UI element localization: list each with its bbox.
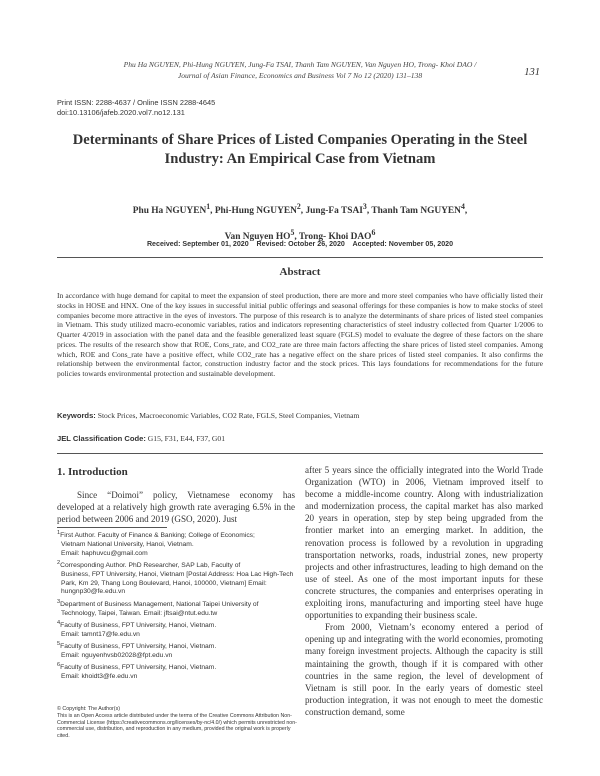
divider-bottom [57, 453, 543, 454]
footnote-rule [57, 527, 167, 528]
abstract-text: In accordance with huge demand for capital to meet the expansion of steel production, there are more and more steel companies who have officially listed their stocks in HOSE and HNX. One of the key issues in successful initial public offerings and seasonal offerings for these companies is how to make stocks of steel companies become more attractive in the eyes of investors. The purpose of this research is to analyze the determinants of share prices of listed steel companies in Vietnam. This study utilized macro-economic variables, ratios and indicators representing characteristics of steel industry collected from Quarter 1/2006 to Quarter 4/2019 in association with the panel data and the feasible generalized least square (FGLS) model to evaluate the degree of these factors on the share prices. The results of the research show that ROE, Cons_rate, and CO2_rate are three main factors affecting the share prices of listed steel companies. Among which, ROE and Cons_rate have a positive effect, while CO2_rate has a negative effect on the share prices of listed steel companies. It also confirms the relationship between the environmental factor, construction industry factor and the stock prices. This lays foundations for recommendations for the future policies towards environmental protection and sustainable development. [57, 291, 543, 378]
copyright-line: © Copyright: The Author(s) [57, 706, 120, 712]
footnotes [57, 529, 295, 682]
running-header-journal: Journal of Asian Finance, Economics and Business Vol 7 No 12 (2020) 131–138 [177, 70, 423, 80]
running-header-authors: Phu Ha NGUYEN, Phi-Hung NGUYEN, Jung-Fa TSAI, Thanh Tam NGUYEN, Van Nguyen HO, Trong- Khoi DAO / [123, 60, 477, 69]
footnote-4: $^4$Faculty of Business, FPT University, Hanoi, Vietnam. Email: tamnt17@fe.edu.vn [57, 619, 217, 638]
title-line-2: Industry: An Empirical Case from Vietnam [164, 150, 436, 167]
right-column [305, 464, 543, 718]
issn-block [57, 98, 215, 118]
section-heading: 1. Introduction [57, 466, 128, 478]
keywords [57, 411, 543, 420]
intro-paragraph: Since “Doimoi” policy, Vietnamese economy has developed at a relatively high growth rate averaging 6.5% in the period between 2006 and 2019 (GSO, 2020). Just [57, 490, 295, 525]
right-paragraph-1: after 5 years since the officially integrated into the World Trade Organization (WTO) in 2006, Vietnam improved itself to become a middle-income country. Along with industrialization and modernization process, the capital market has also marked 20 years in operation, step by step being upgraded from the frontier market into an emerging market. In addition, the renovation process is followed by a revolution in upgrading transportation networks, roads, industrial zones, new property projects and other infrastructures, leading to high demand on the use of steel. As one of the most important inputs for these concrete structures, the companies and enterprises operating in exploiting irons, manufacturing and importing steel have huge opportunities to expanding their business scale. [305, 465, 543, 621]
issn-line: Print ISSN: 2288-4637 / Online ISSN 2288-4645 [57, 98, 216, 107]
footnote-2: $^2$Corresponding Author. PhD Researcher, SAP Lab, Faculty of Business, FPT University, Hanoi, Vietnam [Postal Address: Hoa Lac High-Tech Park, Km 29, Thang Long Boulevard, Hanoi, 100000, Vietnam] Email: hungnp30@fe.edu.vn [57, 560, 294, 596]
submission-dates: Received: September 01, 2020 Revised: October 26, 2020 Accepted: November 05, 2020 [146, 240, 454, 248]
keywords-label: Keywords: [57, 411, 96, 420]
footnote-6: $^6$Faculty of Business, FPT University, Hanoi, Vietnam. Email: khoidt3@fe.edu.vn [57, 661, 217, 680]
author-line-1: Phu Ha NGUYEN$^1$, Phi-Hung NGUYEN$^2$, Jung-Fa TSAI$^3$, Thanh Tam NGUYEN$^4$, [132, 202, 468, 217]
doi-line: doi:10.13106/jafeb.2020.vol7.no12.131 [57, 108, 185, 117]
left-column [57, 489, 295, 525]
footnote-5: $^5$Faculty of Business, FPT University, Hanoi, Vietnam. Email: nguyenhvsb02028@fpt.edu.vn [57, 640, 217, 659]
keywords-text: Stock Prices, Macroeconomic Variables, CO2 Rate, FGLS, Steel Companies, Vietnam [95, 411, 360, 420]
divider-top [57, 257, 543, 258]
jel-text: G15, F31, E44, F37, G01 [145, 434, 226, 443]
author-line-2: Van Nguyen $HO^5$, Trong- Khoi DAO$^6$ [224, 228, 376, 243]
footnote-3: $^3$Department of Business Management, National Taipei University of Technology, Taipei, Taiwan. Email: jftsai@ntut.edu.tw [57, 598, 259, 617]
jel-label: JEL Classification Code: [57, 434, 146, 443]
right-paragraph-2: From 2000, Vietnam’s economy entered a period of opening up and integrating with the world economies, promoting many foreign investment projects. Although the capacity is still maintaining the growth, though if it is compared with other countries in the same region, the level of development of Vietnam is still poor. In the early years of domestic steel production integration, it was not enough to meet the domestic construction demand, some [305, 622, 543, 717]
copyright-notice [57, 706, 297, 740]
license-text: This is an Open Access article distributed under the terms of the Creative Commons Attribution Non-Commercial License (https://creativecommons.org/licenses/by-nc/4.0/) which permits unrestricted non-commercial use, distribution, and reproduction in any medium, provided the original work is properly cited. [57, 712, 297, 740]
jel-codes [57, 434, 543, 443]
footnote-1: $^1$First Author. Faculty of Finance & Banking; College of Economics; Vietnam National University, Hanoi, Vietnam. Email: haphuvcu@gmail.com [57, 530, 255, 558]
paper-title [40, 131, 560, 168]
abstract-heading: Abstract [279, 266, 321, 278]
title-line-1: Determinants of Share Prices of Listed Companies Operating in the Steel [72, 132, 528, 148]
running-header [90, 60, 510, 81]
page-number: 131 [524, 67, 540, 78]
